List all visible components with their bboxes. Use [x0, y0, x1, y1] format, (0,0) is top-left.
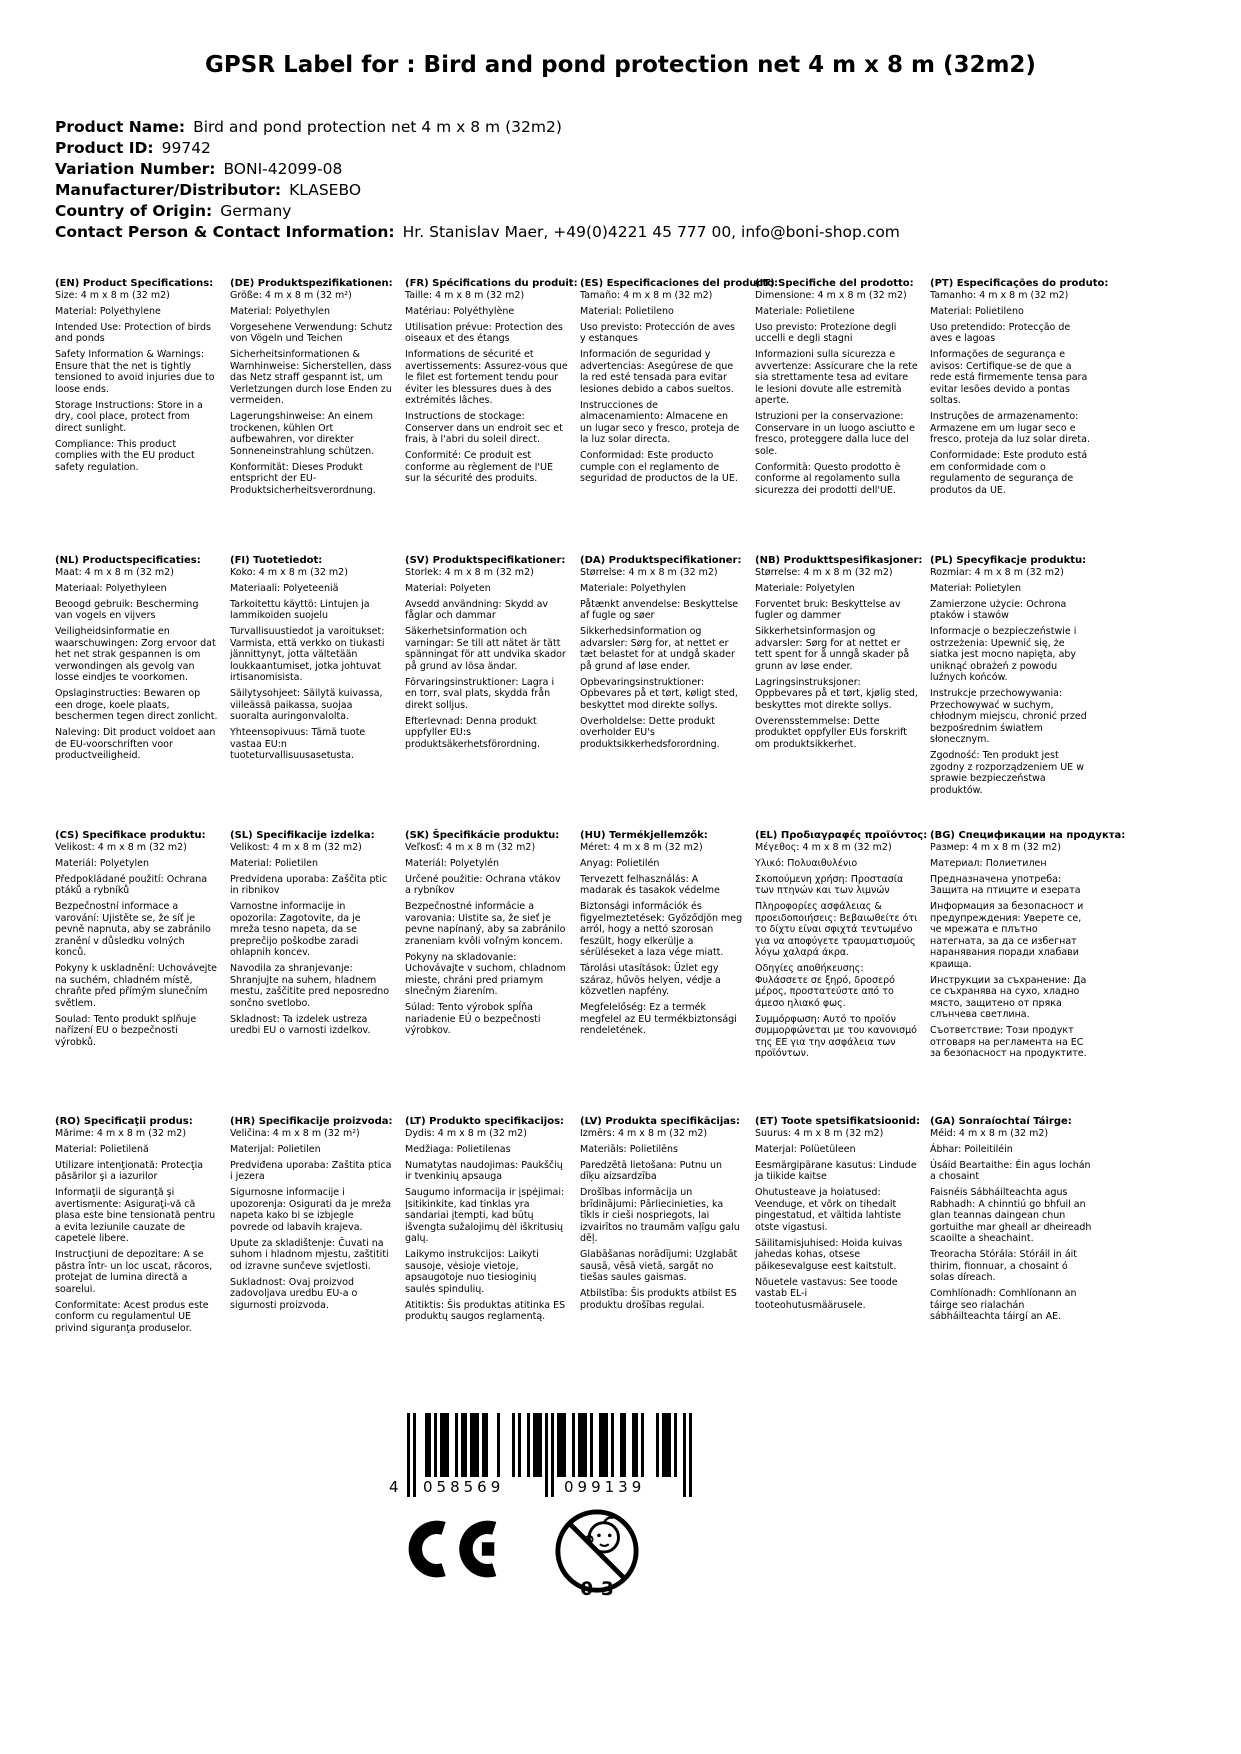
lang-section-hr	[230, 1116, 393, 1334]
section-paragraph: Sikkerhedsinformation og advarsler: Sørg for, at nettet er tæt belastet for at undgå skader på grund af løse ender.	[580, 626, 735, 672]
lang-section-lv	[580, 1116, 743, 1334]
section-paragraph: Glabāšanas norādījumi: Uzglabāt sausā, vēsā vietā, sargāt no tiešas saules gaismas.	[580, 1249, 738, 1283]
section-paragraph: Drošības informācija un brīdinājumi: Pārliecinieties, ka tīkls ir cieši nospriegots, lai izvairītos no traumām vaļīgu galu dēļ.	[580, 1187, 740, 1244]
section-paragraph: Instrucţiuni de depozitare: A se păstra într- un loc uscat, răcoros, protejat de lumina directă a soarelui.	[55, 1249, 213, 1295]
barcode-module	[689, 1413, 692, 1497]
section-paragraph: Bezpečnostné informácie a varovania: Uistite sa, že sieť je pevne napínaný, aby sa zabránilo zraneniam kvôli voľným koncem.	[405, 901, 566, 947]
section-paragraph: Matériau: Polyéthylène	[405, 305, 515, 317]
section-paragraph: Material: Polyethylen	[230, 305, 330, 317]
section-paragraph: Materiál: Polyetylén	[405, 857, 499, 869]
section-paragraph: Lagringsinstruksjoner: Oppbevares på et tørt, kjølig sted, beskyttes mot direkte sollys.	[755, 676, 918, 711]
section-paragraph: Materiale: Polyethylen	[580, 582, 686, 594]
section-paragraph: Información de seguridad y advertencias: Asegúrese de que la red esté tensada para evitar lesiones debido a cabos sueltos.	[580, 349, 734, 395]
section-paragraph: Material: Polietileno	[930, 305, 1024, 317]
section-paragraph: Размер: 4 m x 8 m (32 m2)	[930, 841, 1062, 853]
section-paragraph: Maat: 4 m x 8 m (32 m2)	[55, 566, 174, 578]
info-label: Country of Origin:	[55, 202, 213, 220]
section-paragraph: Bezpečnostní informace a varování: Ujistěte se, že síť je pevně napnuta, aby se zabránilo zranění v důsledku volných konců.	[55, 901, 211, 958]
section-paragraph: Informations de sécurité et avertissements: Assurez-vous que le filet est fortement tendu pour éviter les blessures dues à des extrémités lâches.	[405, 349, 568, 406]
section-paragraph: Dimensione: 4 m x 8 m (32 m2)	[755, 289, 907, 301]
lang-section-hu	[580, 830, 743, 1116]
section-heading: (PT) Especificações do produto:	[930, 278, 1109, 289]
section-paragraph: Tárolási utasítások: Üzlet egy száraz, hűvös helyen, védje a közvetlen napfény.	[580, 963, 721, 997]
lang-section-sv	[405, 555, 568, 830]
section-paragraph: Určené použitie: Ochrana vtákov a rybníkov	[405, 873, 561, 896]
section-paragraph: Istruzioni per la conservazione: Conservare in un luogo asciutto e fresco, proteggere dalla luce del sole.	[755, 411, 916, 457]
section-paragraph: Πληροφορίες ασφάλειας & προειδοποιήσεις: Βεβαιωθείτε ότι το δίχτυ είναι σφιχτά τεντωμένο για να αποφύγετε τραυματισμούς λόγω χαλαρά άκρα.	[755, 901, 918, 958]
barcode-group-1: 058569	[423, 1478, 505, 1496]
lang-section-da	[580, 555, 743, 830]
section-paragraph: Izmērs: 4 m x 8 m (32 m2)	[580, 1127, 708, 1139]
section-paragraph: Size: 4 m x 8 m (32 m2)	[55, 289, 170, 301]
section-paragraph: Säkerhetsinformation och varningar: Se till att nätet är tätt spänningat för att undvika skador på grund av lösa ändar.	[405, 626, 566, 672]
section-paragraph: Beoogd gebruik: Bescherming van vogels en vijvers	[55, 598, 199, 621]
section-paragraph: Navodila za shranjevanje: Shranjujte na suhem, hladnem mestu, zaščitite pred neposredno sončno svetlobo.	[230, 963, 390, 1009]
section-heading: (GA) Sonraíochtaí Táirge:	[930, 1116, 1072, 1127]
section-paragraph: Μέγεθος: 4 m x 8 m (32 m2)	[755, 841, 892, 853]
info-value: Bird and pond protection net 4 m x 8 m (32m2)	[193, 118, 562, 136]
barcode-group-2: 099139	[564, 1478, 646, 1496]
product-info-line	[55, 180, 900, 201]
lang-section-sk	[405, 830, 568, 1116]
section-paragraph: Mărime: 4 m x 8 m (32 m2)	[55, 1127, 187, 1139]
section-paragraph: Οδηγίες αποθήκευσης: Φυλάσσετε σε ξηρό, δροσερό μέρος, προστατεύστε από το άμεσο ηλιακό φως.	[755, 963, 895, 1009]
section-heading: (IT) Specifiche del prodotto:	[755, 278, 914, 289]
section-paragraph: Velikost: 4 m x 8 m (32 m2)	[230, 841, 362, 853]
product-info-block	[55, 117, 900, 243]
section-paragraph: Sicherheitsinformationen & Warnhinweise: Sicherstellen, dass das Netz straff gespannt ist, um Verletzungen durch lose Enden zu vermeiden.	[230, 349, 392, 406]
section-paragraph: Lagerungshinweise: An einem trockenen, kühlen Ort aufbewahren, vor direkter Sonneneinstrahlung schützen.	[230, 411, 375, 457]
section-paragraph: Saugumo informacija ir įspėjimai: Įsitikinkite, kad tinklas yra sandariai įtempti, kad būtų išvengta sužalojimų dėl iškritusių galų.	[405, 1187, 565, 1244]
section-paragraph: Material: Polietilenă	[55, 1143, 149, 1155]
info-value: Hr. Stanislav Maer, +49(0)4221 45 777 00, info@boni-shop.com	[402, 223, 900, 241]
lang-section-es	[580, 278, 779, 555]
section-paragraph: Overholdelse: Dette produkt overholder EU's produktsikkerhedsforordning.	[580, 715, 720, 750]
product-info-line	[55, 201, 900, 222]
section-paragraph: Opbevaringsinstruktioner: Opbevares på et tørt, køligt sted, beskyttet mod direkte sollys.	[580, 676, 738, 711]
section-paragraph: Faisnéis Sábháilteachta agus Rabhadh: A chinntiú go bhfuil an glan teannas daingean chun gortuithe mar gheall ar dheireadh scaoilte a sheachaint.	[930, 1187, 1092, 1244]
section-paragraph: Uso previsto: Protección de aves y estanques	[580, 321, 735, 344]
section-heading: (NB) Produkttspesifikasjoner:	[755, 555, 923, 566]
section-paragraph: Informações de segurança e avisos: Certifique-se de que a rede está firmemente tensa para evitar lesões devido a pontas soltas.	[930, 349, 1088, 406]
section-heading: (DE) Produktspezifikationen:	[230, 278, 393, 289]
section-heading: (FI) Tuotetiedot:	[230, 555, 323, 566]
section-heading: (EN) Product Specifications:	[55, 278, 214, 289]
lang-section-lt	[405, 1116, 568, 1334]
section-paragraph: Material: Polietileno	[580, 305, 674, 317]
section-paragraph: Materiál: Polyetylen	[55, 857, 149, 869]
section-paragraph: Pokyny k uskladnění: Uchovávejte na suchém, chladném místě, chraňte před přímým slunečním světlem.	[55, 963, 218, 1009]
section-paragraph: Materiał: Polietylen	[930, 582, 1022, 594]
info-label: Product Name:	[55, 118, 186, 136]
section-paragraph: Veličina: 4 m x 8 m (32 m²)	[230, 1127, 360, 1139]
section-paragraph: Predvidena uporaba: Zaščita ptic in ribnikov	[230, 873, 388, 896]
age-warning-0-3-icon	[553, 1503, 641, 1607]
section-heading: (SK) Špecifikácie produktu:	[405, 830, 560, 841]
section-paragraph: Sukladnost: Ovaj proizvod zadovoljava uredbu EU-a o sigurnosti proizvoda.	[230, 1276, 358, 1311]
section-paragraph: Predviđena uporaba: Zaštita ptica i jezera	[230, 1159, 392, 1182]
section-paragraph: Säilytysohjeet: Säilytä kuivassa, viileässä paikassa, suojaa suoralta auringonvalolta.	[230, 688, 383, 722]
lang-section-cs	[55, 830, 218, 1116]
section-paragraph: Medžiaga: Polietilenas	[405, 1143, 511, 1155]
section-heading: (BG) Спецификации на продукта:	[930, 830, 1126, 841]
section-heading: (FR) Spécifications du produit:	[405, 278, 578, 289]
section-paragraph: Sikkerhetsinformasjon og advarsler: Sørg for at nettet er tett spent for å unngå skader på grunn av løse ender.	[755, 626, 910, 672]
section-paragraph: Zgodność: Ten produkt jest zgodny z rozporządzeniem UE w sprawie bezpieczeństwa produktów.	[930, 750, 1084, 796]
section-paragraph: Tamanho: 4 m x 8 m (32 m2)	[930, 289, 1069, 301]
section-paragraph: Materiaali: Polyeteeniä	[230, 582, 339, 594]
section-paragraph: Atitiktis: Šis produktas atitinka ES produktų saugos reglamentą.	[405, 1299, 566, 1322]
section-paragraph: Taille: 4 m x 8 m (32 m2)	[405, 289, 525, 301]
section-paragraph: Informazioni sulla sicurezza e avvertenze: Assicurare che la rete sia strettamente tesa ad evitare le lesioni dovute alle estremità aperte.	[755, 349, 918, 406]
section-paragraph: Megfelelőség: Ez a termék megfelel az EU termékbiztonsági rendeletének.	[580, 1002, 737, 1036]
info-value: 99742	[161, 139, 211, 157]
section-paragraph: Treoracha Stórála: Stóráil in áit thirim, fionnuar, a chosaint ó solas díreach.	[930, 1249, 1078, 1283]
section-paragraph: Material: Polietilen	[230, 857, 319, 869]
section-paragraph: Größe: 4 m x 8 m (32 m²)	[230, 289, 352, 301]
lang-section-bg	[930, 830, 1126, 1116]
section-paragraph: Safety Information & Warnings: Ensure that the net is tightly tensioned to avoid injuries due to loose ends.	[55, 349, 215, 395]
section-paragraph: Инструкции за съхранение: Да се съхранява на сухо, хладно място, защитено от пряка слънчева светлина.	[930, 974, 1087, 1020]
section-paragraph: Συμμόρφωση: Αυτό το προϊόν συμμορφώνεται με του κανονισμό της ΕΕ για την ασφάλεια των προϊόντων.	[755, 1013, 917, 1059]
lang-section-el	[755, 830, 928, 1116]
section-paragraph: Upute za skladištenje: Čuvati na suhom i hladnom mjestu, zaštititi od izravne sunčeve svjetlosti.	[230, 1237, 389, 1272]
lang-section-fr	[405, 278, 578, 555]
section-paragraph: Overensstemmelse: Dette produktet oppfyller EUs forskrift om produktsikkerhet.	[755, 715, 908, 750]
section-heading: (EL) Προδιαγραφές προϊόντος:	[755, 830, 928, 841]
lang-section-pt	[930, 278, 1109, 555]
section-paragraph: Materijal: Polietilen	[230, 1143, 321, 1155]
section-paragraph: Pokyny na skladovanie: Uchovávajte v suchom, chladnom mieste, chráni pred priamym slnečným žiarením.	[405, 951, 566, 997]
section-paragraph: Comhlíonadh: Comhlíonann an táirge seo rialachán sábháilteachta táirgí an AE.	[930, 1288, 1077, 1322]
section-paragraph: Информация за безопасност и предупреждения: Уверете се, че мрежата е плътно натегната, за да се избегнат наранявания поради хлабави краища.	[930, 901, 1084, 970]
product-info-line	[55, 222, 900, 243]
lang-section-nb	[755, 555, 923, 830]
section-paragraph: Utilizare intenţionată: Protecţia păsărilor şi a iazurilor	[55, 1159, 204, 1182]
info-value: KLASEBO	[289, 181, 362, 199]
section-heading: (ET) Toote spetsifikatsioonid:	[755, 1116, 921, 1127]
section-paragraph: Съответствие: Този продукт отговаря на регламента на ЕС за безопасност на продуктите.	[930, 1025, 1087, 1059]
section-paragraph: Instrukcje przechowywania: Przechowywać w suchym, chłodnym miejscu, chronić przed bezpośrednim światłem słonecznym.	[930, 688, 1087, 745]
section-paragraph: Compliance: This product complies with the EU product safety regulation.	[55, 438, 195, 473]
info-label: Variation Number:	[55, 160, 216, 178]
section-paragraph: Material: Polyethylene	[55, 305, 161, 317]
section-heading: (SL) Specifikacije izdelka:	[230, 830, 375, 841]
section-paragraph: Instrucciones de almacenamiento: Almacene en un lugar seco y fresco, proteja de la luz solar directa.	[580, 399, 740, 445]
section-paragraph: Υλικό: Πολυαιθυλένιο	[755, 857, 858, 869]
section-heading: (DA) Produktspecifikationer:	[580, 555, 742, 566]
section-paragraph: Conformité: Ce produit est conforme au règlement de l'UE sur la sécurité des produits.	[405, 450, 553, 484]
sections-grid	[55, 278, 1126, 1334]
section-paragraph: Størrelse: 4 m x 8 m (32 m2)	[580, 566, 718, 578]
section-paragraph: Úsáid Beartaithe: Éin agus lochán a chosaint	[930, 1159, 1091, 1182]
section-paragraph: Velikost: 4 m x 8 m (32 m2)	[55, 841, 187, 853]
section-paragraph: Soulad: Tento produkt splňuje nařízení EU o bezpečnosti výrobků.	[55, 1013, 197, 1048]
section-paragraph: Informacje o bezpieczeństwie i ostrzeżenia: Upewnić się, że siatka jest mocno napięta, aby uniknąć obrażeń z powodu luźnych końców.	[930, 626, 1077, 683]
section-heading: (CS) Specifikace produktu:	[55, 830, 206, 841]
section-paragraph: Suurus: 4 m x 8 m (32 m2)	[755, 1127, 884, 1139]
section-heading: (HR) Specifikacije proizvoda:	[230, 1116, 393, 1127]
section-paragraph: Materiale: Polyetylen	[755, 582, 855, 594]
section-heading: (LT) Produkto specifikacijos:	[405, 1116, 565, 1127]
section-paragraph: Súlad: Tento výrobok spĺňa nariadenie EÚ o bezpečnosti výrobkov.	[405, 1002, 541, 1036]
section-paragraph: Materiāls: Polietilēns	[580, 1143, 678, 1155]
section-paragraph: Zamierzone użycie: Ochrona ptaków i stawów	[930, 598, 1067, 621]
lang-section-it	[755, 278, 918, 555]
lang-section-sl	[230, 830, 393, 1116]
section-paragraph: Uso pretendido: Protecção de aves e lagoas	[930, 321, 1071, 344]
section-paragraph: Sigurnosne informacije i upozorenja: Osigurati da je mreža napeta kako bi se izbjegle povrede od labavih krajeva.	[230, 1187, 392, 1233]
section-paragraph: Avsedd användning: Skydd av fåglar och dammar	[405, 598, 549, 621]
lang-section-fi	[230, 555, 393, 830]
section-paragraph: Tarkoitettu käyttö: Lintujen ja lammikoiden suojelu	[230, 598, 370, 621]
section-paragraph: Størrelse: 4 m x 8 m (32 m2)	[755, 566, 893, 578]
section-paragraph: Informaţii de siguranţă şi avertismente: Asiguraţi-vă că plasa este bine tensionată pentru a evita leziunile cauzate de capetele libere.	[55, 1187, 216, 1244]
section-paragraph: Předpokládané použití: Ochrana ptáků a rybníků	[55, 873, 208, 896]
section-paragraph: Materiaal: Polyethyleen	[55, 582, 167, 594]
section-paragraph: Conformità: Questo prodotto è conforme al regolamento sulla sicurezza dei prodotti dell'UE.	[755, 461, 901, 496]
product-info-line	[55, 117, 900, 138]
section-paragraph: Påtænkt anvendelse: Beskyttelse af fugle og søer	[580, 598, 739, 621]
section-paragraph: Σκοπούμενη χρήση: Προστασία των πτηνών και των λιμνών	[755, 873, 904, 896]
section-paragraph: Material: Polyeten	[405, 582, 491, 594]
section-paragraph: Storlek: 4 m x 8 m (32 m2)	[405, 566, 534, 578]
lang-section-en	[55, 278, 218, 555]
section-heading: (SV) Produktspecifikationer:	[405, 555, 566, 566]
section-paragraph: Предназначена употреба: Защита на птиците и езерата	[930, 873, 1081, 896]
section-paragraph: Opslaginstructies: Bewaren op een droge, koele plaats, beschermen tegen direct zonlicht.	[55, 688, 218, 722]
section-heading: (PL) Specyfikacje produktu:	[930, 555, 1087, 566]
section-paragraph: Materiale: Polietilene	[755, 305, 855, 317]
section-paragraph: Instructions de stockage: Conserver dans un endroit sec et frais, à l'abri du soleil direct.	[405, 411, 563, 445]
info-value: BONI-42099-08	[223, 160, 343, 178]
section-paragraph: Veiligheidsinformatie en waarschuwingen: Zorg ervoor dat het net strak gespannen is om verwondingen als gevolg van losse eindjes te voorkomen.	[55, 626, 216, 683]
section-paragraph: Säilitamisjuhised: Hoida kuivas jahedas kohas, otsese päikesevalguse eest kaitstult.	[755, 1237, 903, 1272]
section-paragraph: Storage Instructions: Store in a dry, cool place, protect from direct sunlight.	[55, 399, 203, 434]
info-label: Product ID:	[55, 139, 154, 157]
section-paragraph: Rozmiar: 4 m x 8 m (32 m2)	[930, 566, 1064, 578]
section-paragraph: Ábhar: Poileitiléin	[930, 1143, 1013, 1155]
info-label: Manufacturer/Distributor:	[55, 181, 282, 199]
section-paragraph: Materjal: Polüetüleen	[755, 1143, 856, 1155]
section-paragraph: Intended Use: Protection of birds and ponds	[55, 321, 211, 344]
lang-section-pl	[930, 555, 1093, 830]
section-paragraph: Konformität: Dieses Produkt entspricht der EU-Produktsicherheitsverordnung.	[230, 461, 376, 496]
section-paragraph: Conformidade: Este produto está em conformidade com o regulamento de segurança de produtos da UE.	[930, 450, 1088, 496]
section-paragraph: Uso previsto: Protezione degli uccelli e degli stagni	[755, 321, 897, 344]
section-paragraph: Varnostne informacije in opozorila: Zagotovite, da je mreža tesno napeta, da se preprečijo poškodbe zaradi ohlapnih koncev.	[230, 901, 361, 958]
section-paragraph: Paredzētā lietošana: Putnu un dīķu aizsardzība	[580, 1159, 722, 1182]
section-heading: (ES) Especificaciones del producto:	[580, 278, 779, 289]
section-paragraph: Yhteensopivuus: Tämä tuote vastaa EU:n tuoteturvallisuusasetusta.	[230, 727, 366, 761]
section-paragraph: Förvaringsinstruktioner: Lagra i en torr, sval plats, skydda från direkt solljus.	[405, 676, 555, 711]
section-paragraph: Conformidad: Este producto cumple con el reglamento de seguridad de productos de la UE.	[580, 450, 738, 484]
section-paragraph: Instruções de armazenamento: Armazene em um lugar seco e fresco, proteja da luz solar direta.	[930, 411, 1090, 445]
section-heading: (HU) Termékjellemzők:	[580, 830, 708, 841]
section-paragraph: Tamaño: 4 m x 8 m (32 m2)	[580, 289, 713, 301]
barcode-digit-lead: 4	[389, 1478, 399, 1496]
lang-section-et	[755, 1116, 921, 1334]
section-paragraph: Ohutusteave ja hoiatused: Veenduge, et võrk on tihedalt pingestatud, et vältida lahtiste otste vigastusi.	[755, 1187, 902, 1233]
lang-section-ga	[930, 1116, 1093, 1334]
section-paragraph: Eesmärgipärane kasutus: Lindude ja tiikide kaitse	[755, 1159, 917, 1182]
section-paragraph: Anyag: Polietilén	[580, 857, 660, 869]
section-paragraph: Naleving: Dit product voldoet aan de EU-voorschriften voor productveiligheid.	[55, 727, 216, 761]
section-paragraph: Tervezett felhasználás: A madarak és tasakok védelme	[580, 873, 720, 896]
section-heading: (NL) Productspecificaties:	[55, 555, 201, 566]
ce-mark-icon	[403, 1518, 507, 1584]
section-paragraph: Méid: 4 m x 8 m (32 m2)	[930, 1127, 1049, 1139]
section-paragraph: Laikymo instrukcijos: Laikyti sausoje, vėsioje vietoje, apsaugotoje nuo tiesioginių saulės spindulių.	[405, 1249, 539, 1295]
age-warning-label: 0-3	[580, 1579, 614, 1601]
section-paragraph: Dydis: 4 m x 8 m (32 m2)	[405, 1127, 527, 1139]
section-paragraph: Vorgesehene Verwendung: Schutz von Vögeln und Teichen	[230, 321, 393, 344]
product-info-line	[55, 159, 900, 180]
section-paragraph: Koko: 4 m x 8 m (32 m2)	[230, 566, 348, 578]
section-paragraph: Efterlevnad: Denna produkt uppfyller EU:s produktsäkerhetsförordning.	[405, 715, 541, 750]
section-paragraph: Forventet bruk: Beskyttelse av fugler og dammer	[755, 598, 901, 621]
section-paragraph: Méret: 4 m x 8 m (32 m2)	[580, 841, 703, 853]
info-value: Germany	[220, 202, 292, 220]
info-label: Contact Person & Contact Information:	[55, 223, 395, 241]
product-info-line	[55, 138, 900, 159]
section-heading: (RO) Specificaţii produs:	[55, 1116, 193, 1127]
section-paragraph: Nõuetele vastavus: See toode vastab EL-i tooteohutusmäärusele.	[755, 1276, 898, 1311]
section-paragraph: Utilisation prévue: Protection des oiseaux et des étangs	[405, 321, 563, 344]
section-paragraph: Veľkosť: 4 m x 8 m (32 m2)	[405, 841, 536, 853]
section-paragraph: Numatytas naudojimas: Paukščių ir tvenkinių apsauga	[405, 1159, 563, 1182]
section-paragraph: Biztonsági információk és figyelmeztetések: Győződjön meg arról, hogy a nettó szorosan feszült, hogy elkerülje a sérüléseket a laza vége miatt.	[580, 901, 743, 958]
ean13-barcode	[389, 1413, 692, 1513]
lang-section-ro	[55, 1116, 218, 1334]
lang-section-de	[230, 278, 393, 555]
section-paragraph: Skladnost: Ta izdelek ustreza uredbi EU o varnosti izdelkov.	[230, 1013, 371, 1036]
section-paragraph: Материал: Полиетилен	[930, 857, 1047, 869]
lang-section-nl	[55, 555, 218, 830]
page-title: GPSR Label for : Bird and pond protection net 4 m x 8 m (32m2)	[205, 52, 1036, 78]
section-heading: (LV) Produkta specifikācijas:	[580, 1116, 740, 1127]
section-paragraph: Turvallisuustiedot ja varoitukset: Varmista, että verkko on tiukasti jännittynyt, jotta vältetään loukkaantumiset, jotka johtuvat irtisanomisista.	[230, 626, 385, 683]
section-paragraph: Atbilstība: Šis produkts atbilst ES produktu drošības regulai.	[580, 1288, 737, 1311]
section-paragraph: Conformitate: Acest produs este conform cu regulamentul UE privind siguranţa produselor.	[55, 1299, 209, 1334]
